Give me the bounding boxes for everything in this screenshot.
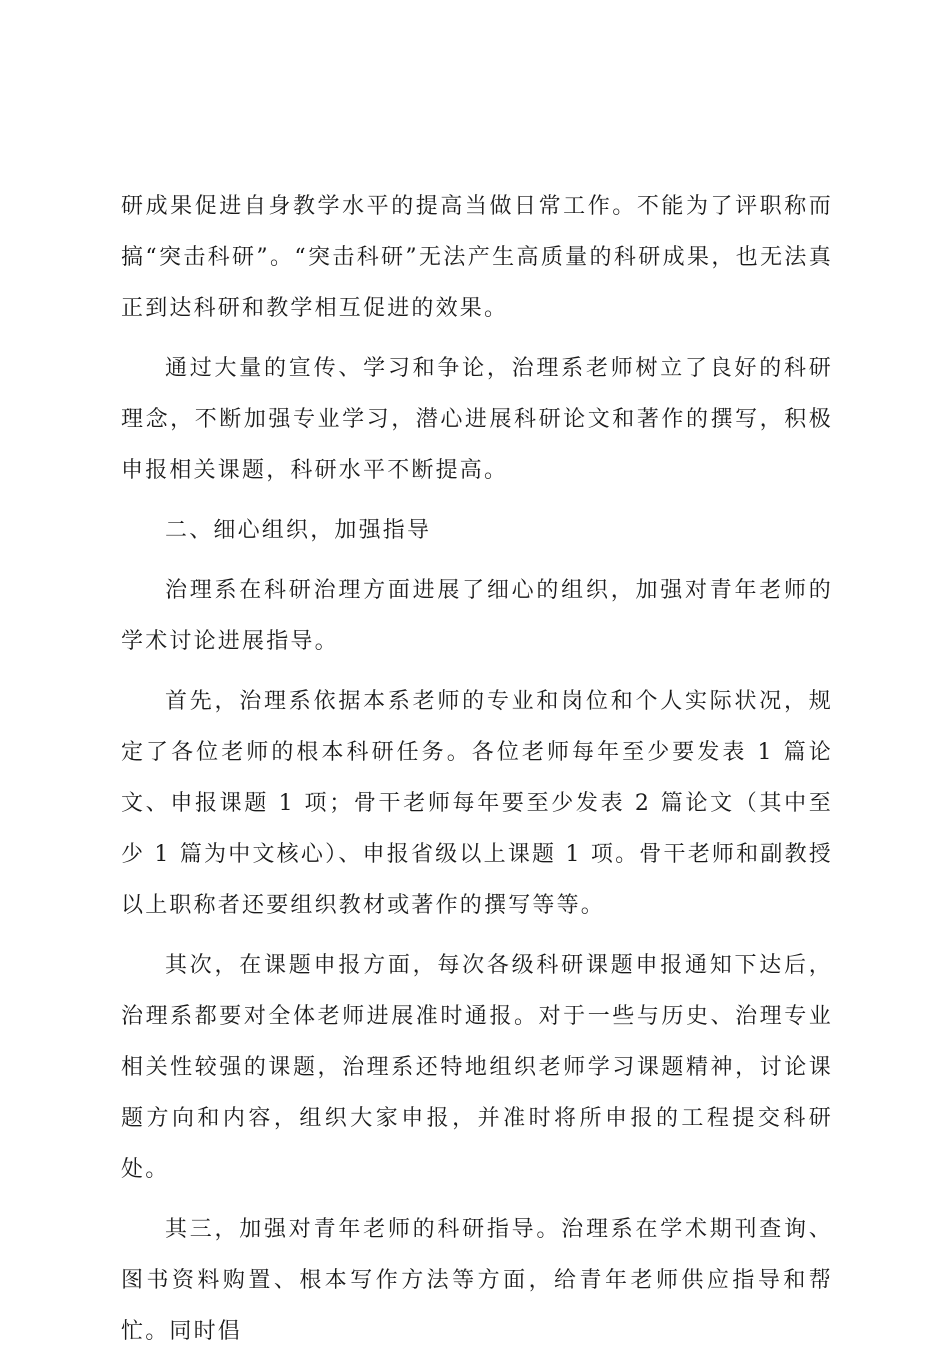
paragraph-third-point: 其三，加强对青年老师的科研指导。治理系在学术期刊查询、图书资料购置、根本写作方法等方面，给青年老师供应指导和帮忙。同时倡 <box>121 1217 833 1344</box>
section-heading: 二、细心组织，加强指导 <box>165 518 432 543</box>
paragraph-second-point: 其次，在课题申报方面，每次各级科研课题申报通知下达后，治理系都要对全体老师进展准时通报。对于一些与历史、治理专业相关性较强的课题，治理系还特地组织老师学习课题精神，讨论课题方向和内容，组织大家申报，并准时将所申报的工程提交科研处。 <box>121 953 833 1182</box>
paragraph-research-concept: 通过大量的宣传、学习和争论，治理系老师树立了良好的科研理念，不断加强专业学习，潜心进展科研论文和著作的撰写，积极申报相关课题，科研水平不断提高。 <box>121 356 833 483</box>
paragraph-organization: 治理系在科研治理方面进展了细心的组织，加强对青年老师的学术讨论进展指导。 <box>121 578 833 654</box>
document-body <box>121 181 833 1366</box>
paragraph-continuation: 研成果促进自身教学水平的提高当做日常工作。不能为了评职称而搞“突击科研”。“突击科研”无法产生高质量的科研成果，也无法真正到达科研和教学相互促进的效果。 <box>121 194 833 321</box>
paragraph-first-point: 首先，治理系依据本系老师的专业和岗位和个人实际状况，规定了各位老师的根本科研任务。各位老师每年至少要发表 1 篇论文、申报课题 1 项；骨干老师每年要至少发表 2 篇论文（其中至少 1 篇为中文核心）、申报省级以上课题 1 项。骨干老师和副教授以上职称者还要组织教材或著作的撰写等等。 <box>121 689 833 918</box>
